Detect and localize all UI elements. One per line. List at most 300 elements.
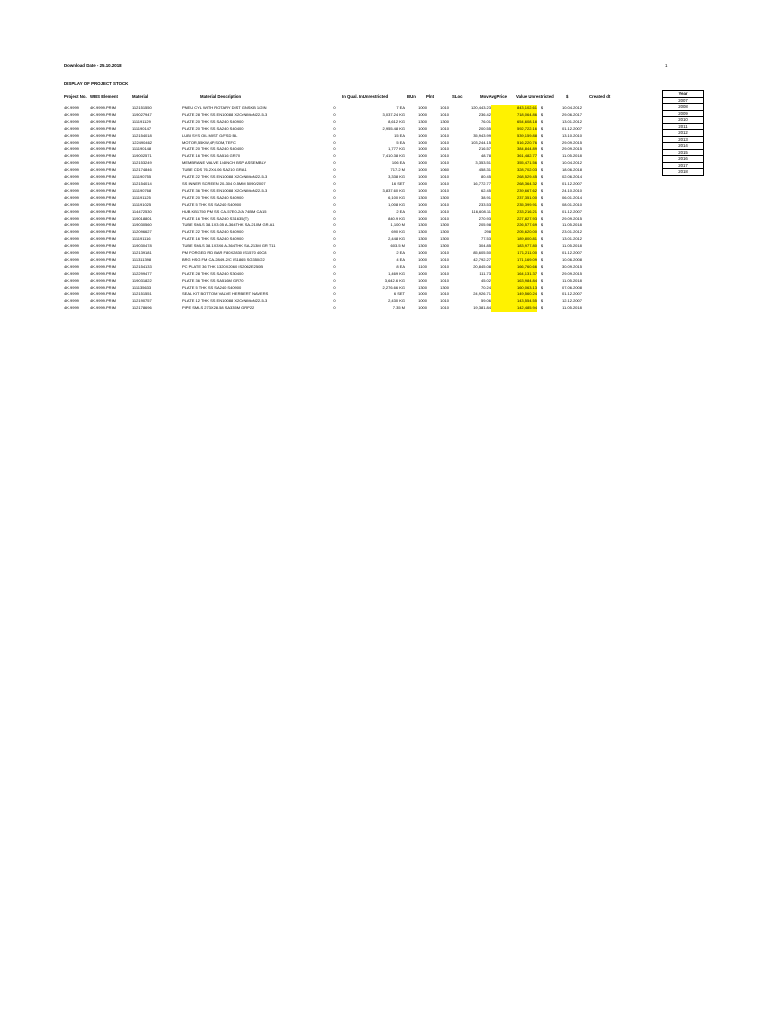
value-cell: 166,760.66 [491,264,537,271]
material-cell: 112190757 [132,298,152,304]
moving-price-cell: 38.91 [480,194,491,200]
wbs-element-cell: 4K.9999.PRIM [90,187,117,193]
created-date-cell: 10.06.2008 [561,256,583,262]
unrestricted-qty-cell: 6 SET [393,291,405,297]
quality-inspection-cell: 0 [333,139,336,145]
created-date-cell: 13.01.2012 [561,118,583,124]
description-cell: PIPE SMLS 273X28.58 SA335M GRP22 [182,305,255,311]
sloc-cell: 1300 [440,236,449,242]
plant-cell: 1000 [418,105,427,110]
moving-price-cell: 3,353.51 [475,160,491,166]
material-cell: 111190755 [132,174,152,180]
project-no-cell: 4K.9999 [64,125,79,131]
value-cell: 227,827.93 [491,216,537,223]
table-row [64,153,597,160]
plant-cell: 1000 [418,125,427,131]
currency-cell: $ [540,215,544,221]
project-no-cell: 4K.9999 [64,250,79,256]
wbs-element-cell: 4K.9999.PRIM [90,277,117,283]
material-cell: 122490462 [132,139,153,145]
description-cell: PLATE 20 THK SS SA240 S40400 [182,125,244,131]
plant-cell: 1000 [418,250,427,256]
unrestricted-qty-cell: 3,642.6 KG [384,277,405,283]
plant-cell: 1000 [418,277,427,283]
currency-cell: $ [540,125,544,131]
wbs-element-cell: 4K.9999.PRIM [90,270,117,276]
created-date-cell: 29.06.2017 [561,111,583,117]
sloc-cell: 1300 [440,229,449,235]
plant-cell: 1000 [418,270,427,276]
material-cell: 119030560 [132,222,152,228]
project-no-cell: 4K.9999 [64,222,79,228]
quality-inspection-cell: 0 [333,180,336,186]
value-cell: 189,800.81 [491,236,537,243]
created-date-cell: 11.05.2018 [562,243,582,249]
currency-cell: $ [540,105,544,110]
value-cell: 226,577.69 [491,222,537,229]
currency-cell: $ [540,229,544,235]
year-item: 2012 [663,130,703,137]
material-cell: 112151550 [132,105,152,110]
project-no-cell: 4K.9999 [64,160,79,166]
wbs-element-cell: 4K.9999.PRIM [90,263,117,269]
created-date-cell: 18.06.2018 [561,167,583,173]
material-cell: 111311398 [132,256,152,262]
created-date-cell: 13.01.2012 [561,236,583,242]
currency-cell: $ [540,298,544,304]
project-no-cell: 4K.9999 [64,132,79,138]
plant-cell: 1000 [418,201,427,207]
quality-inspection-cell: 0 [333,160,336,166]
material-cell: 111191116 [132,236,151,242]
wbs-element-cell: 4K.9999.PRIM [90,174,117,180]
plant-cell: 1000 [418,180,427,186]
created-date-cell: 10.04.2012 [561,160,583,166]
quality-inspection-cell: 0 [333,208,336,214]
col-qty: In Qual. InUnrestricted [342,94,389,99]
project-no-cell: 4K.9999 [64,284,79,290]
value-cell: 142,485.94 [491,305,537,312]
year-item: 2009 [663,111,703,118]
created-date-cell: 01.12.2007 [561,125,583,131]
value-cell: 654,608.18 [491,119,537,126]
table-row [64,181,597,188]
year-item: 2008 [663,104,703,111]
unrestricted-qty-cell: 1,469 KG [388,270,405,276]
plant-cell: 1100 [418,263,427,269]
plant-cell: 1300 [418,236,427,242]
quality-inspection-cell: 0 [333,146,336,152]
sloc-cell: 1010 [440,298,449,304]
project-no-cell: 4K.9999 [64,243,79,249]
year-item: 2013 [663,137,703,144]
description-cell: SEAL KIT BOTTOM VALVE HERBERT NAVERS [182,291,269,297]
plant-cell: 1000 [418,167,427,173]
moving-price-cell: 216.57 [478,146,491,152]
created-date-cell: 01.12.2007 [561,208,583,214]
wbs-element-cell: 4K.9999.PRIM [90,146,117,152]
description-cell: TUBE SMLS 38.1X3.05 A-364THK SA-210M GR.A1 [182,222,275,228]
value-cell: 171,211.00 [491,250,537,257]
created-date-cell: 10.04.2012 [561,105,583,110]
moving-price-cell: 116,608.11 [471,208,491,214]
sloc-cell: 1010 [440,277,449,283]
currency-cell: $ [540,236,544,242]
plant-cell: 1000 [418,160,427,166]
plant-cell: 1000 [418,174,427,180]
table-row [64,140,597,147]
table-row [64,209,597,216]
table-row [64,195,597,202]
description-cell: PNEU CYL WITH ROTARY DIST GNSKB 1/2IN [182,105,267,110]
currency-cell: $ [540,250,544,256]
sloc-cell: 1010 [440,153,449,159]
moving-price-cell: 20,845.08 [473,263,491,269]
table-row [64,285,597,292]
col-moving-price: MovAvgPrice [480,94,508,99]
moving-price-cell: 62.45 [480,187,491,193]
currency-cell: $ [540,146,544,152]
unrestricted-qty-cell: 6,100 KG [388,194,405,200]
value-cell: 237,351.00 [491,195,537,202]
currency-cell: $ [540,187,544,193]
sloc-cell: 1060 [440,167,449,173]
description-cell: HUB KB1750 PM SS CA-57E0-2/A 74BM CA15 [182,208,267,214]
currency-cell: $ [540,256,544,262]
moving-price-cell: 77.53 [480,236,491,242]
quality-inspection-cell: 0 [333,111,336,117]
currency-cell: $ [540,270,544,276]
currency-cell: $ [540,153,544,159]
year-item: 2011 [663,124,703,131]
wbs-element-cell: 4K.9999.PRIM [90,201,117,207]
unrestricted-qty-cell: 690 KG [391,229,405,235]
material-cell: 119018801 [132,215,152,221]
created-date-cell: 29.09.2015 [561,270,583,276]
project-no-cell: 4K.9999 [64,174,79,180]
table-row [64,278,597,285]
unrestricted-qty-cell: 840.9 KG [388,215,405,221]
unrestricted-qty-cell: 106 EA [391,160,405,166]
project-no-cell: 4K.9999 [64,139,79,145]
plant-cell: 1300 [418,229,427,235]
value-cell: 171,169.09 [491,257,537,264]
moving-price-cell: 19,381.84 [473,305,491,311]
sloc-cell: 1010 [440,256,449,262]
sloc-cell: 1010 [440,201,449,207]
unrestricted-qty-cell: 8,612 KG [388,118,405,124]
unrestricted-qty-cell: 1,100 M [390,222,405,228]
description-cell: SS INNER SCREEN 20-304 0.5MM 5090/2007 [182,180,266,186]
value-cell: 539,159.88 [491,133,537,140]
sloc-cell: 1010 [440,160,449,166]
table-row [64,291,597,298]
moving-price-cell: 200.55 [478,125,491,131]
unrestricted-qty-cell: 2 EA [396,208,405,214]
unrestricted-qty-cell: 7.35 M [392,305,405,311]
quality-inspection-cell: 0 [333,222,336,228]
table-row [64,202,597,209]
project-no-cell: 4K.9999 [64,229,79,235]
moving-price-cell: 111.73 [479,270,491,276]
moving-price-cell: 120,443.23 [470,105,491,110]
table-row [64,243,597,250]
table-row [64,105,597,112]
value-cell: 268,364.32 [491,181,537,188]
moving-price-cell: 76.01 [480,118,491,124]
moving-price-cell: 458.31 [478,167,491,173]
project-no-cell: 4K.9999 [64,270,79,276]
table-row [64,119,597,126]
unrestricted-qty-cell: 1,777 KG [388,146,405,152]
table-row [64,257,597,264]
value-cell: 160,063.13 [491,285,537,292]
unrestricted-qty-cell: 1,008 KG [388,201,405,207]
page-number: 1 [665,63,668,68]
quality-inspection-cell: 0 [333,298,336,304]
table-row [64,222,597,229]
quality-inspection-cell: 0 [333,250,336,256]
wbs-element-cell: 4K.9999.PRIM [90,153,117,159]
quality-inspection-cell: 0 [333,187,336,193]
description-cell: PC PLATE 36 THK 1320X2060 IS2062E250B [182,263,264,269]
table-row [64,188,597,195]
created-date-cell: 01.12.2007 [561,291,583,297]
description-cell: PLATE 22 THK SS EN10088 X2CrNiMoN22-5-3 [182,174,268,180]
project-no-cell: 4K.9999 [64,298,79,304]
sloc-cell: 1010 [440,291,449,297]
project-no-cell: 4K.9999 [64,277,79,283]
currency-cell: $ [540,222,544,228]
project-no-cell: 4K.9999 [64,201,79,207]
unrestricted-qty-cell: 2,276.66 KG [382,284,405,290]
material-cell: 112096627 [132,229,152,235]
material-cell: 111135633 [132,284,152,290]
project-no-cell: 4K.9999 [64,105,79,110]
plant-cell: 1300 [418,243,427,249]
project-no-cell: 4K.9999 [64,236,79,242]
sloc-cell: 1010 [440,174,449,180]
created-date-cell: 08.01.2010 [561,201,583,207]
value-cell: 183,977.80 [491,243,537,250]
value-cell: 239,667.62 [491,188,537,195]
moving-price-cell: 48.78 [480,153,491,159]
sloc-cell: 1300 [440,194,449,200]
description-cell: BRG HSG FM CA-2849-2/C IS1865 SG350/22 [182,256,265,262]
sloc-cell: 1010 [440,180,449,186]
sloc-cell: 1300 [440,243,449,249]
wbs-element-cell: 4K.9999.PRIM [90,236,117,242]
description-cell: MOTOR,55KW,4P,SOM,TEFC [182,139,236,145]
project-no-cell: 4K.9999 [64,118,79,124]
created-date-cell: 24.10.2010 [561,187,583,193]
material-cell: 119002571 [132,153,152,159]
description-cell: PLATE 36 THK SS SA516M GR70 [182,277,244,283]
unrestricted-qty-cell: 2,448 KG [388,236,405,242]
wbs-element-cell: 4K.9999.PRIM [90,208,117,214]
plant-cell: 1300 [418,194,427,200]
currency-cell: $ [540,111,544,117]
year-item: 2007 [663,98,703,105]
moving-price-cell: 16,772.77 [473,180,491,186]
sloc-cell: 1010 [440,250,449,256]
material-cell: 114472530 [132,208,152,214]
material-cell: 111190148 [132,146,152,152]
description-cell: PLATE 28 THK SS SA240 S30400 [182,270,244,276]
wbs-element-cell: 4K.9999.PRIM [90,222,117,228]
value-cell: 328,702.03 [491,167,537,174]
col-description: Material Description [200,94,242,99]
unrestricted-qty-cell: 3,338 KG [388,174,405,180]
sloc-cell: 1010 [440,125,449,131]
created-date-cell: 29.09.2015 [561,215,583,221]
value-cell: 843,102.61 [491,105,537,112]
plant-cell: 1000 [418,305,427,311]
year-legend-header: Year [663,91,703,98]
moving-price-cell: 236.42 [478,111,491,117]
description-cell: PLATE 22 THK SS SA240 S40900 [182,229,244,235]
sloc-cell: 1010 [440,105,449,110]
table-row [64,250,597,257]
value-cell: 233,216.21 [491,209,537,216]
currency-cell: $ [540,243,544,249]
quality-inspection-cell: 0 [333,305,336,311]
material-cell: 111191129 [132,118,151,124]
wbs-element-cell: 4K.9999.PRIM [90,160,117,166]
material-cell: 119030478 [132,243,152,249]
sloc-cell: 1010 [440,139,449,145]
quality-inspection-cell: 0 [333,194,336,200]
moving-price-cell: 103,244.15 [470,139,491,145]
unrestricted-qty-cell: 3,037.24 KG [382,111,405,117]
unrestricted-qty-cell: 603.5 M [390,243,405,249]
sloc-cell: 1010 [440,132,449,138]
unrestricted-qty-cell: 7,410.38 KG [382,153,405,159]
download-date: Download Date - 25.10.2018 [64,63,122,68]
sloc-cell: 1300 [440,284,449,290]
wbs-element-cell: 4K.9999.PRIM [90,132,117,138]
value-cell: 235,399.91 [491,202,537,209]
created-date-cell: 30.09.2015 [561,263,583,269]
material-cell: 111190768 [132,187,152,193]
year-item: 2010 [663,117,703,124]
table-row [64,133,597,140]
project-no-cell: 4K.9999 [64,194,79,200]
sloc-cell: 1300 [440,118,449,124]
col-created: Created dt [589,94,611,99]
unrestricted-qty-cell: 15 EA [394,132,405,138]
plant-cell: 1000 [418,291,427,297]
sloc-cell: 1010 [440,270,449,276]
plant-cell: 1000 [418,215,427,221]
created-date-cell: 11.05.2018 [562,153,582,159]
quality-inspection-cell: 0 [333,125,336,131]
quality-inspection-cell: 0 [333,105,336,110]
wbs-element-cell: 4K.9999.PRIM [90,250,117,256]
description-cell: PLATE 20 THK SS SA240 S40900 [182,118,244,124]
wbs-element-cell: 4K.9999.PRIM [90,111,117,117]
project-no-cell: 4K.9999 [64,167,79,173]
project-no-cell: 4K.9999 [64,180,79,186]
value-cell: 143,554.55 [491,298,537,305]
plant-cell: 1000 [418,298,427,304]
table-row [64,264,597,271]
created-date-cell: 01.12.2007 [561,250,583,256]
value-cell: 516,220.76 [491,140,537,147]
sloc-cell: 1010 [440,146,449,152]
created-date-cell: 29.09.2015 [561,146,583,152]
table-row [64,167,597,174]
col-material: Material [132,94,149,99]
description-cell: MEMBRANE VALVE 1/4INCH BSP ASSEMBLY [182,160,267,166]
wbs-element-cell: 4K.9999.PRIM [90,291,117,297]
moving-price-cell: 80.45 [480,174,491,180]
table-row [64,126,597,133]
wbs-element-cell: 4K.9999.PRIM [90,256,117,262]
currency-cell: $ [540,277,544,283]
plant-cell: 1000 [418,132,427,138]
plant-cell: 1000 [418,146,427,152]
wbs-element-cell: 4K.9999.PRIM [90,194,117,200]
sloc-cell: 1010 [440,208,449,214]
quality-inspection-cell: 0 [333,118,336,124]
currency-cell: $ [540,174,544,180]
sloc-cell: 1010 [440,187,449,193]
year-item: 2016 [663,156,703,163]
description-cell: PLATE 36 THK SS EN10088 X2CrNiMoN22-5-3 [182,187,268,193]
description-cell: TUBE CDS 76.2X4.06 SA210 GRA1 [182,167,247,173]
table-row [64,160,597,167]
currency-cell: $ [540,201,544,207]
table-row [64,305,597,312]
project-no-cell: 4K.9999 [64,187,79,193]
year-item: 2015 [663,150,703,157]
table-row [64,236,597,243]
col-currency: $ [566,94,569,99]
table-row [64,216,597,223]
unrestricted-qty-cell: 717.2 M [390,167,405,173]
created-date-cell: 11.05.2018 [562,222,582,228]
moving-price-cell: 24,926.71 [473,291,491,297]
quality-inspection-cell: 0 [333,153,336,159]
wbs-element-cell: 4K.9999.PRIM [90,125,117,131]
value-cell: 361,482.77 [491,153,537,160]
moving-price-cell: 270.93 [478,215,491,221]
col-value: Value Unrestricted [516,94,554,99]
currency-cell: $ [540,160,544,166]
quality-inspection-cell: 0 [333,174,336,180]
table-row [64,298,597,305]
material-cell: 112154014 [132,180,152,186]
quality-inspection-cell: 0 [333,263,336,269]
project-no-cell: 4K.9999 [64,146,79,152]
sloc-cell: 1010 [440,111,449,117]
project-no-cell: 4K.9999 [64,215,79,221]
material-cell: 111191125 [132,194,151,200]
sloc-cell: 1300 [440,222,449,228]
moving-price-cell: 205.98 [478,222,491,228]
moving-price-cell: 35,943.99 [473,132,491,138]
quality-inspection-cell: 0 [333,236,336,242]
sloc-cell: 1010 [440,305,449,311]
description-cell: PLATE 5 THK SS SA240 S40900 [182,284,242,290]
value-cell: 205,620.00 [491,229,537,236]
description-cell: PLATE 28 THK SS EN10088 X2CrNiMoN22-5-3 [182,111,268,117]
value-cell: 718,064.86 [491,112,537,119]
material-cell: 112174846 [132,167,152,173]
quality-inspection-cell: 0 [333,167,336,173]
moving-price-cell: 298 [484,229,491,235]
